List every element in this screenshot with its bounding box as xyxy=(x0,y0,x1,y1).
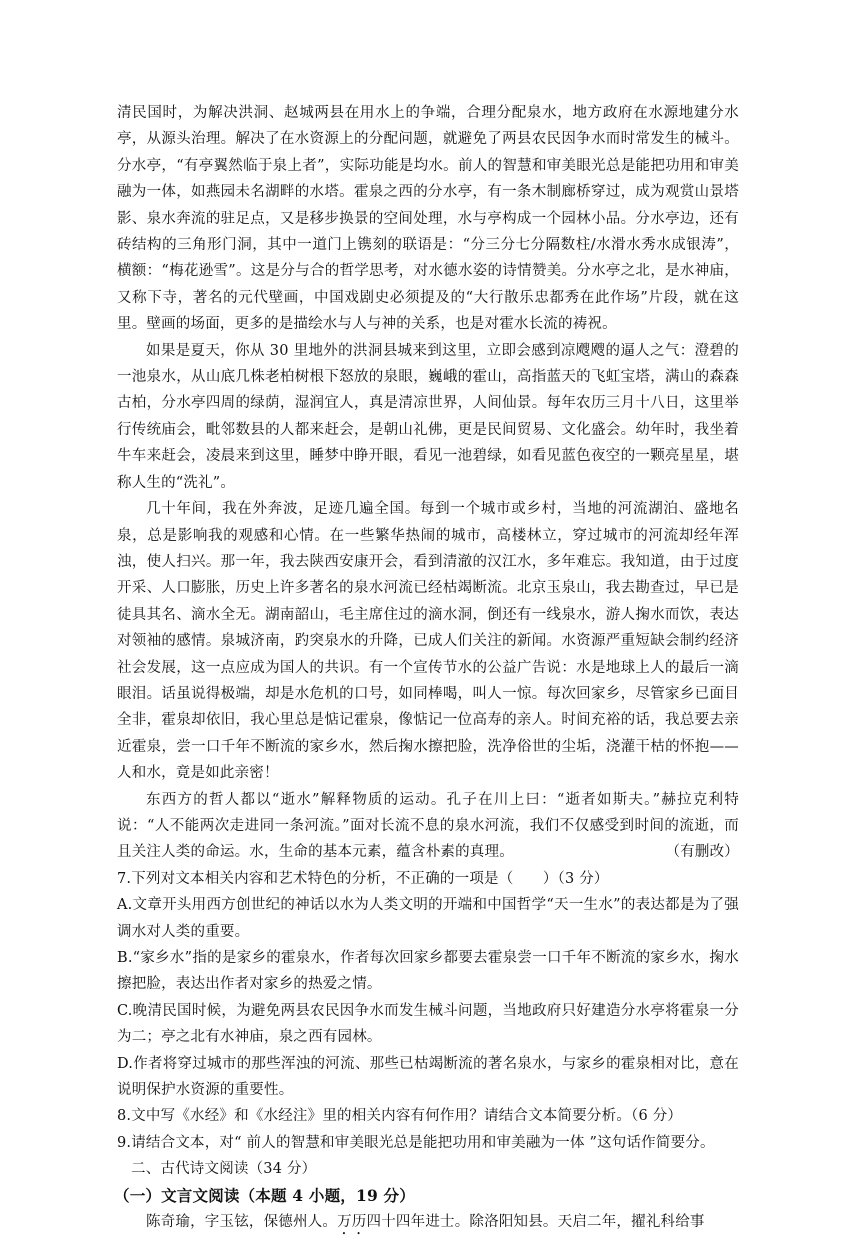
chen-qiyu-text-2: 四十四年进士。除洛阳知县。天启二年，擢礼科给事 xyxy=(366,1214,705,1231)
chen-qiyu-text-1: 陈奇瑜，字玉铉，保德州人。 xyxy=(146,1214,338,1231)
chen-qiyu-dotted-term: 万历 xyxy=(337,1214,367,1231)
paragraph-philosophers xyxy=(117,787,739,866)
question-8: 8.文中写《水经》和《水经注》里的相关内容有何作用？请结合文本简要分析。（6 分） xyxy=(117,1108,683,1125)
section-heading-classical: 二、古代诗文阅读（34 分） xyxy=(131,1161,317,1178)
paragraph-fenshuiting: 清民国时，为解决洪洞、赵城两县在用水上的争端，合理分配泉水，地方政府在水源地建分水亭，从源头治理。解决了在水资源上的分配问题，就避免了两县农民因争水而时常发生的械斗。分水亭，“有亭翼然临于泉上者”，实际功能是均水。前人的智慧和审美眼光总是能把功用和审美融为一体，如燕园未名湖畔的水塔。霍泉之西的分水亭，有一条木制廊桥穿过，成为观赏山景塔影、泉水奔流的驻足点，又是移步换景的空间处理，水与亭构成一个园林小品。分水亭边，还有砖结构的三角形门洞，其中一道门上镌刻的联语是：“分三分七分隔数柱/水滑水秀水成银涛”，横额：“梅花逊雪”。这是分与合的哲学思考，对水德水姿的诗情赞美。分水亭之北，是水神庙，又称下寺，著名的元代壁画，中国戏剧史必须提及的“大行散乐忠都秀在此作场”片段，就在这里。壁画的场面，更多的是描绘水与人与神的关系，也是对霍水长流的祷祝。 xyxy=(117,105,739,333)
source-note: （有删改） xyxy=(665,844,739,861)
option-b: B.“家乡水”指的是家乡的霍泉水，作者每次回家乡都要去霍泉尝一口千年不断流的家乡水，掬水擦把脸，表达出作者对家乡的热爱之情。 xyxy=(117,950,739,993)
paragraph-decades: 几十年间，我在外奔波，足迹几遍全国。每到一个城市或乡村，当地的河流湖泊、盛地名泉，总是影响我的观感和心情。在一些繁华热闹的城市，高楼林立，穿过城市的河流却经年浑浊，使人扫兴。那一年，我去陕西安康开会，看到清澈的汉江水，多年难忘。我知道，由于过度开采、人口膨胀，历史上许多著名的泉水河流已经枯竭断流。北京玉泉山，我去勘查过，早已是徒具其名、滴水全无。湖南韶山，毛主席住过的滴水洞，倒还有一线泉水，游人掬水而饮，表达对领袖的感情。泉城济南，趵突泉水的升降，已成人们关注的新闻。水资源严重短缺会制约经济社会发展，这一点应成为国人的共识。有一个宣传节水的公益广告说：水是地球上人的最后一滴眼泪。话虽说得极端，却是水危机的口号，如同棒喝，叫人一惊。每次回家乡，尽管家乡已面目全非，霍泉却依旧，我心里总是惦记霍泉，像惦记一位高寿的亲人。时间充裕的话，我总要去亲近霍泉，尝一口千年不断流的家乡水，然后掬水擦把脸，洗净俗世的尘垢，浇灌干枯的怀抱——人和水，竟是如此亲密！ xyxy=(117,501,739,782)
paragraph-chen-qiyu xyxy=(117,1209,739,1238)
option-d: D.作者将穿过城市的那些浑浊的河流、那些已枯竭断流的著名泉水，与家乡的霍泉相对比，意在说明保护水资源的重要性。 xyxy=(117,1055,739,1099)
paragraph-philosophers-text: 东西方的哲人都以“逝水”解释物质的运动。孔子在川上曰：“逝者如斯夫。”赫拉克利特说：“人不能两次走进同一条河流。”面对长流不息的泉水河流，我们不仅感受到时间的流逝，而且关注人类的命运。水，生命的基本元素，蕴含朴素的真理。 xyxy=(117,791,739,861)
paragraph-summer: 如果是夏天，你从 30 里地外的洪洞县城来到这里，立即会感到凉飕飕的逼人之气：澄碧的一池泉水，从山底几株老柏树根下怒放的泉眼，巍峨的霍山，高指蓝天的飞虹宝塔，满山的森森古柏，分水亭四周的绿荫，湿润宜人，真是清凉世界，人间仙景。每年农历三月十八日，这里举行传统庙会，毗邻数县的人都来赶会，是朝山礼佛，更是民间贸易、文化盛会。幼年时，我坐着牛车来赶会，凌晨来到这里，睡梦中睁开眼，看见一池碧绿，如看见蓝色夜空的一颗亮星星，堪称人生的“洗礼”。 xyxy=(117,342,739,491)
option-a: A.文章开头用西方创世纪的神话以水为人类文明的开端和中国哲学“天一生水”的表达都是为了强调水对人类的重要。 xyxy=(117,897,739,940)
document-body xyxy=(114,100,739,1238)
question-7: 7.下列对文本相关内容和艺术特色的分析，不正确的一项是（ ）（3 分） xyxy=(117,870,609,887)
option-c: C.晚清民国时候，为避免两县农民因争水而发生械斗问题，当地政府只好建造分水亭将霍泉一分为二；亭之北有水神庙，泉之西有园林。 xyxy=(117,1002,739,1046)
subsection-heading-wenyan: （一）文言文阅读（本题 4 小题，19 分） xyxy=(114,1185,415,1205)
question-9: 9.请结合文本，对“ 前人的智慧和审美眼光总是能把功用和审美融为一体 ”这句话作简要分。 xyxy=(117,1134,715,1151)
